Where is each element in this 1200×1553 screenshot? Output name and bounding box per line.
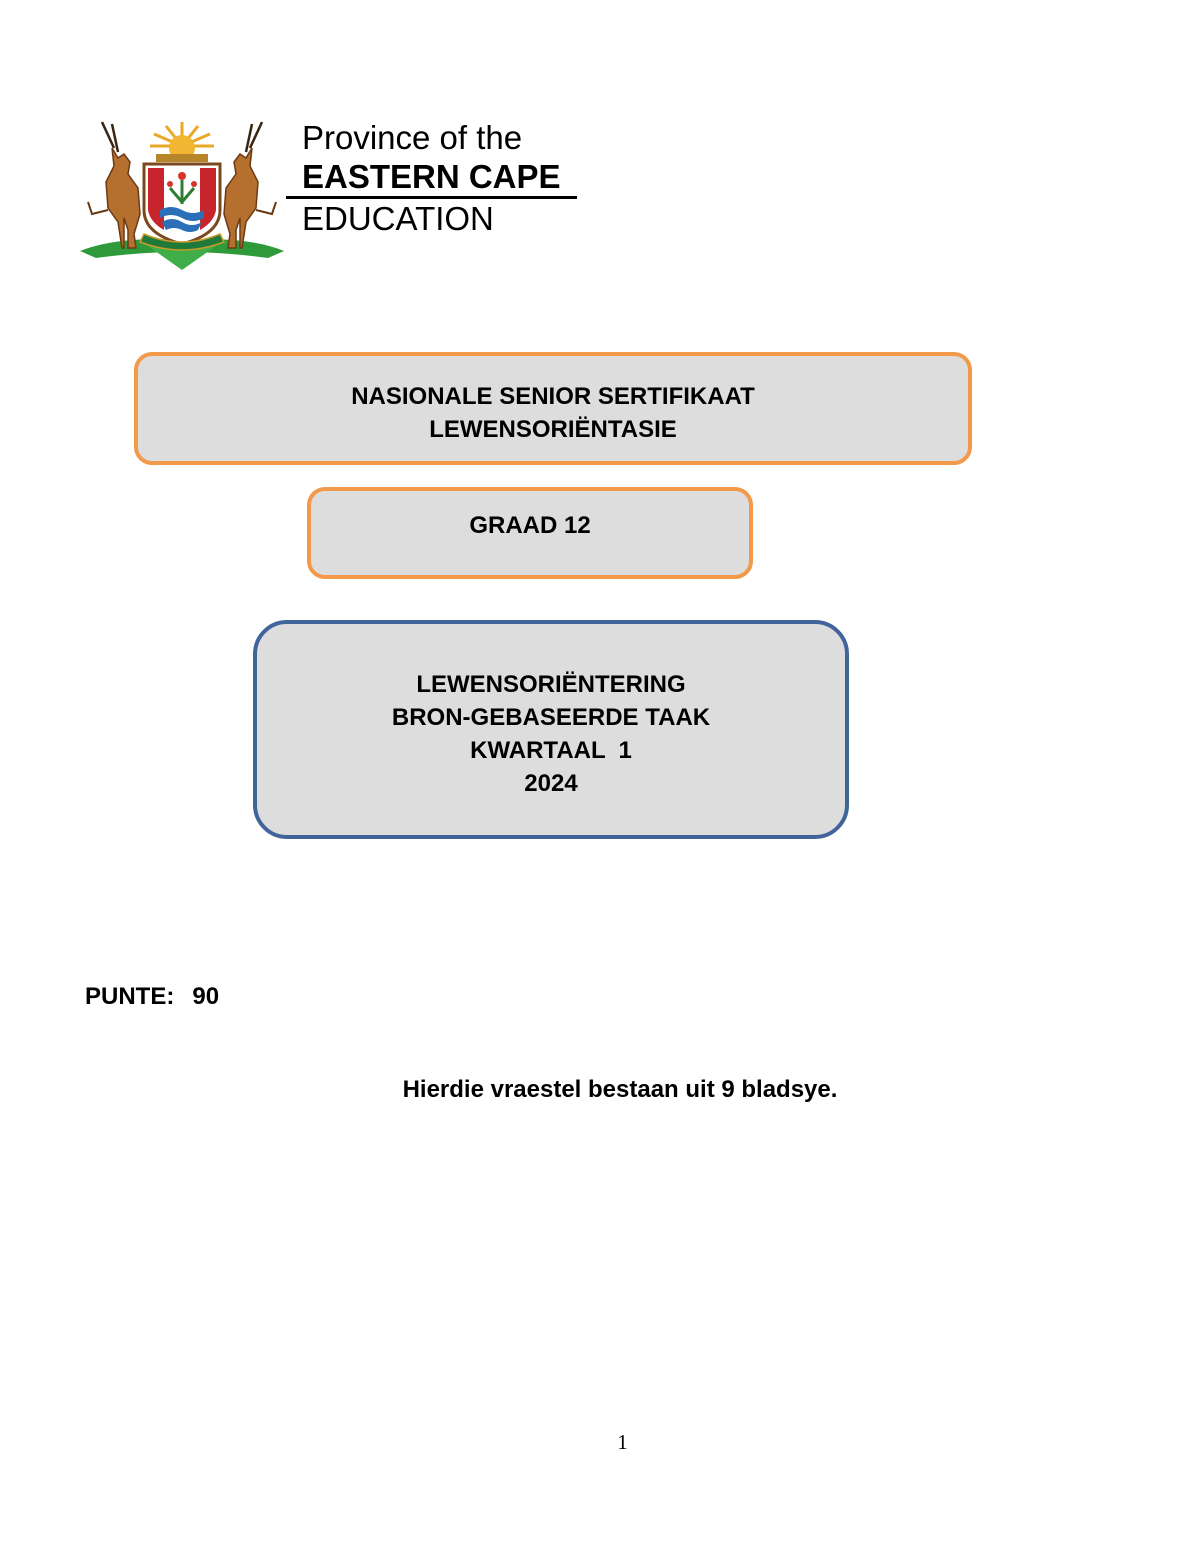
coat-of-arms-icon [78,118,286,276]
task-year: 2024 [524,770,578,797]
marks-label: PUNTE: [85,983,175,1010]
grade-label: GRAAD 12 [469,512,591,539]
certificate-title-box [134,352,972,465]
task-term: KWARTAAL 1 [470,737,632,764]
page-count-note: Hierdie vraestel bestaan uit 9 bladsye. [402,1076,838,1103]
province-label: Province of the [302,119,523,156]
province-name: EASTERN CAPE [286,158,577,199]
department-label: EDUCATION [302,200,494,237]
grade-box [307,487,753,579]
task-type: BRON-GEBASEERDE TAAK [391,704,711,731]
page-number: 1 [617,1430,628,1454]
marks-line [85,983,219,1011]
task-subject: LEWENSORIËNTERING [416,671,686,698]
marks-value: 90 [192,983,220,1010]
certificate-title: NASIONALE SENIOR SERTIFIKAAT [351,383,755,410]
header-title [302,118,577,239]
task-info-box [253,620,849,839]
subject-title: LEWENSORIËNTASIE [429,416,677,443]
